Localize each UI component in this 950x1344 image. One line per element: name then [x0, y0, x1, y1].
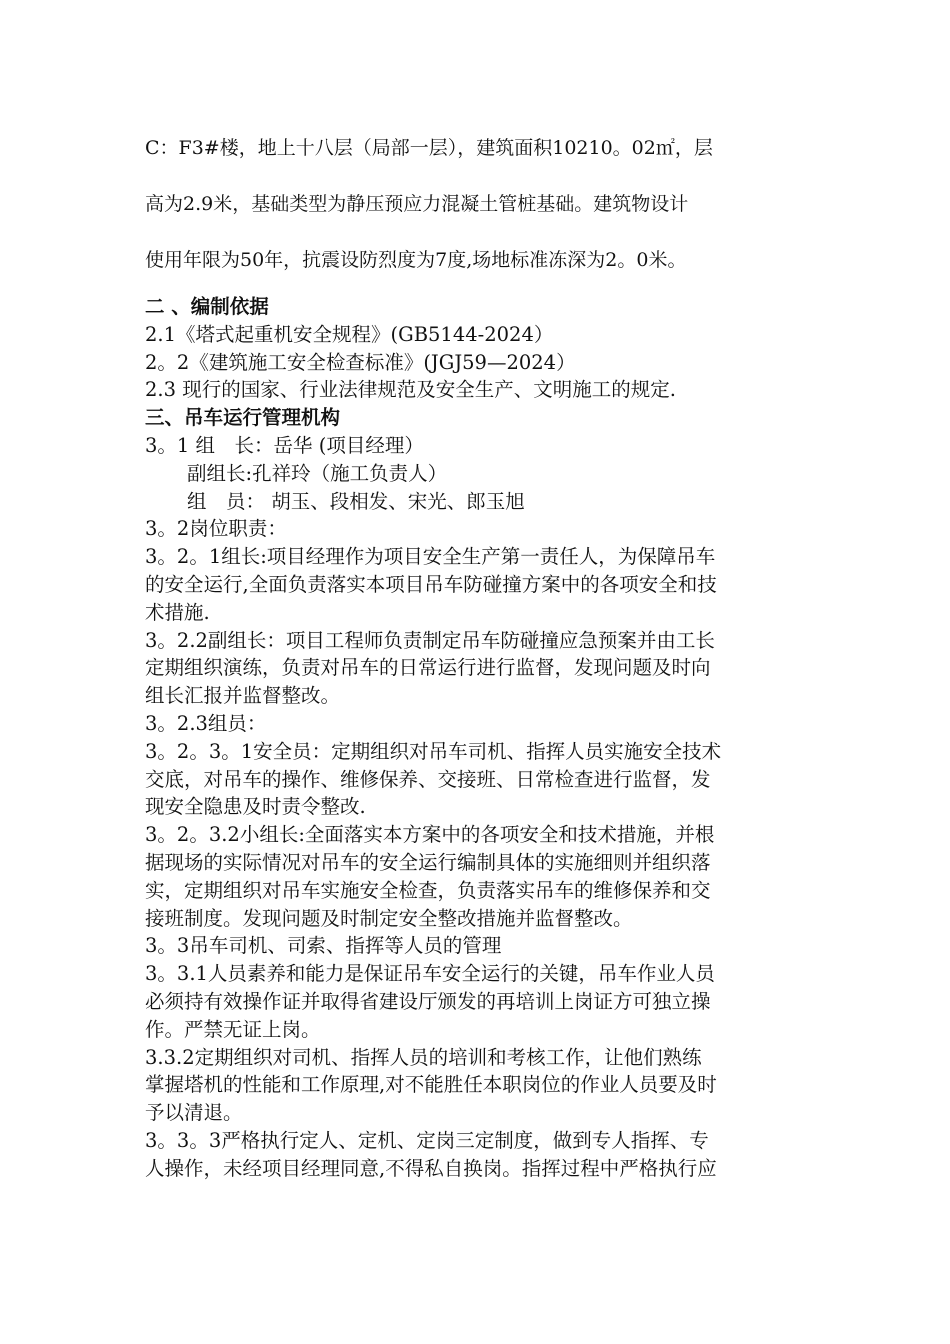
body-line: 交底，对吊车的操作、维修保养、交接班、日常检查进行监督，发	[145, 767, 711, 791]
body-line: 3。2。3.2小组长:全面落实本方案中的各项安全和技术措施，并根	[145, 823, 715, 847]
body-line: 3。2.3组员：	[145, 711, 267, 735]
body-line: 组长汇报并监督整改。	[145, 684, 341, 708]
body-line: 3。1 组 长：岳华 (项目经理）	[145, 433, 424, 457]
body-line: 3。2岗位职责：	[145, 517, 287, 541]
body-line: 据现场的实际情况对吊车的安全运行编制具体的实施细则并组织落	[145, 850, 711, 874]
body-line: 实，定期组织对吊车实施安全检查，负责落实吊车的维修保养和交	[145, 878, 711, 902]
body-line: 现安全隐患及时责令整改.	[145, 795, 366, 819]
member-line: 副组长:孔祥玲（施工负责人）	[187, 461, 448, 485]
body-line: 予以清退。	[145, 1101, 243, 1125]
body-line: 2.3 现行的国家、行业法律规范及安全生产、文明施工的规定.	[145, 378, 676, 402]
overview-line: C：F3#楼，地上十八层（局部一层），建筑面积10210。02㎡，层	[145, 137, 713, 159]
body-line: 2.1《塔式起重机安全规程》(GB5144-2024）	[145, 322, 554, 346]
body-line: 作。严禁无证上岗。	[145, 1017, 321, 1041]
body-line: 术措施.	[145, 600, 210, 624]
overview-line: 使用年限为50年，抗震设防烈度为7度,场地标准冻深为2。0米。	[145, 249, 687, 271]
body-line: 3。3。3严格执行定人、定机、定岗三定制度，做到专人指挥、专	[145, 1128, 709, 1152]
body-line: 人操作，未经项目经理同意,不得私自换岗。指挥过程中严格执行应	[145, 1156, 717, 1180]
document-body	[145, 293, 815, 1183]
body-line: 必须持有效操作证并取得省建设厅颁发的再培训上岗证方可独立操	[145, 989, 711, 1013]
body-line: 接班制度。发现问题及时制定安全整改措施并监督整改。	[145, 906, 633, 930]
overview-line: 高为2.9米，基础类型为静压预应力混凝土管桩基础。建筑物设计	[145, 193, 689, 215]
body-line: 的安全运行,全面负责落实本项目吊车防碰撞方案中的各项安全和技	[145, 572, 717, 596]
body-line: 2。2《建筑施工安全检查标准》(JGJ59—2024）	[145, 350, 576, 374]
body-line: 3。3.1人员素养和能力是保证吊车安全运行的关键，吊车作业人员	[145, 962, 715, 986]
body-line: 3.3.2定期组织对司机、指挥人员的培训和考核工作，让他们熟练	[145, 1045, 702, 1069]
body-line: 3。2。1组长:项目经理作为项目安全生产第一责任人，为保障吊车	[145, 545, 716, 569]
body-line: 掌握塔机的性能和工作原理,对不能胜任本职岗位的作业人员要及时	[145, 1073, 717, 1097]
project-overview-paragraph	[145, 120, 815, 288]
section-heading: 二 、编制依据	[145, 295, 269, 318]
body-line: 3。2。3。1安全员：定期组织对吊车司机、指挥人员实施安全技术	[145, 739, 722, 763]
member-line: 组 员： 胡玉、段相发、宋光、郎玉旭	[187, 489, 525, 513]
body-line: 3。2.2副组长：项目工程师负责制定吊车防碰撞应急预案并由工长	[145, 628, 715, 652]
body-line: 3。3吊车司机、司索、指挥等人员的管理	[145, 934, 502, 958]
body-line: 定期组织演练，负责对吊车的日常运行进行监督，发现问题及时向	[145, 656, 711, 680]
section-heading: 三、吊车运行管理机构	[145, 406, 341, 430]
